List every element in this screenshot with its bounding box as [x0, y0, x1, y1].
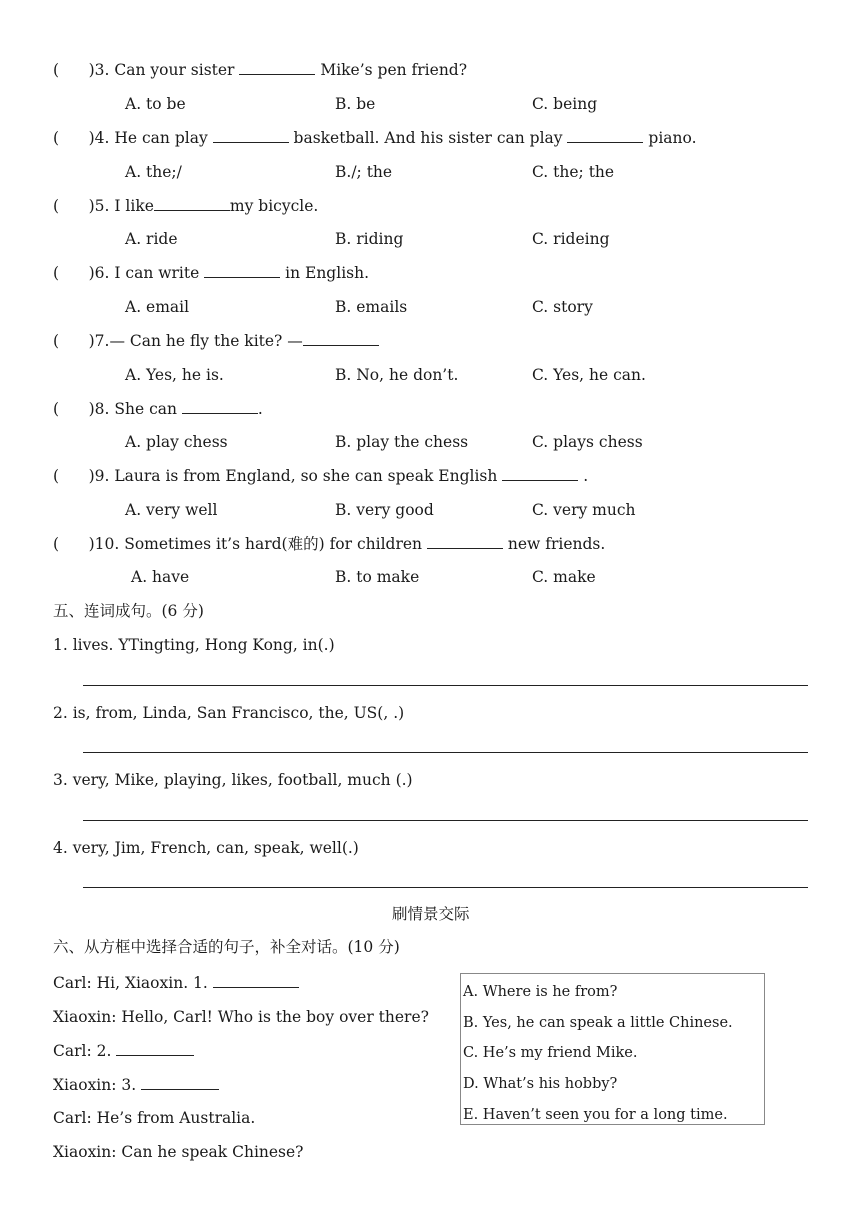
dialog-line-6: Xiaoxin: Can he speak Chinese? — [53, 1143, 304, 1161]
dialog-text: Carl: 2. — [53, 1042, 117, 1060]
answer-blank[interactable] — [567, 128, 643, 143]
option-a[interactable]: A. very well — [125, 501, 218, 519]
question-stem-end: piano. — [643, 129, 697, 147]
option-a[interactable]: A. email — [125, 298, 190, 316]
answer-line-3[interactable] — [83, 820, 808, 821]
dialog-blank-2[interactable] — [116, 1041, 194, 1056]
dialog-text: Xiaoxin: 3. — [53, 1076, 142, 1094]
question-stem: 5. I like — [94, 197, 154, 215]
question-6 — [53, 263, 369, 283]
answer-blank[interactable] — [303, 331, 379, 346]
reorder-item-1: 1. lives. YTingting, Hong Kong, in(.) — [53, 636, 335, 654]
question-stem-end: . — [578, 467, 589, 485]
question-stem: 10. Sometimes it’s hard(难的) for children — [94, 535, 427, 553]
option-b[interactable]: B./; the — [335, 163, 393, 181]
answer-blank[interactable] — [239, 60, 315, 75]
option-b[interactable]: B. to make — [335, 568, 420, 586]
question-stem-end: my bicycle. — [229, 197, 319, 215]
answer-blank[interactable] — [427, 534, 503, 549]
section-6-title: 六、从方框中选择合适的句子，补全对话。(10 分) — [53, 938, 400, 956]
answer-blank[interactable] — [502, 466, 578, 481]
answer-blank[interactable] — [182, 399, 258, 414]
question-stem: 7.— Can he fly the kite? — — [94, 332, 303, 350]
dialog-line-1 — [53, 973, 299, 993]
option-a[interactable]: A. the;/ — [125, 163, 182, 181]
option-b[interactable]: B. be — [335, 95, 376, 113]
question-stem: 4. He can play — [94, 129, 213, 147]
question-4 — [53, 128, 697, 148]
answer-paren[interactable]: ( ) — [53, 535, 95, 553]
answer-paren[interactable]: ( ) — [53, 197, 95, 215]
question-stem-mid: basketball. And his sister can play — [288, 129, 568, 147]
dialog-blank-3[interactable] — [141, 1075, 219, 1090]
option-b[interactable]: B. No, he don’t. — [335, 366, 459, 384]
option-b[interactable]: B. play the chess — [335, 433, 469, 451]
question-stem: 3. Can your sister — [94, 61, 240, 79]
question-stem-end: . — [257, 400, 263, 418]
answer-blank[interactable] — [154, 196, 230, 211]
option-a[interactable]: A. Yes, he is. — [125, 366, 224, 384]
question-stem: 6. I can write — [94, 264, 205, 282]
option-c[interactable]: C. the; the — [532, 163, 615, 181]
question-7 — [53, 331, 379, 351]
reorder-item-3: 3. very, Mike, playing, likes, football, much (.) — [53, 771, 413, 789]
option-c[interactable]: C. Yes, he can. — [532, 366, 646, 384]
question-5 — [53, 196, 318, 216]
answer-paren[interactable]: ( ) — [53, 332, 95, 350]
question-10 — [53, 534, 605, 554]
dialog-line-2: Xiaoxin: Hello, Carl! Who is the boy over there? — [53, 1008, 429, 1026]
answer-line-1[interactable] — [83, 685, 808, 686]
option-a[interactable]: A. have — [131, 568, 190, 586]
dialog-line-3 — [53, 1041, 194, 1061]
dialog-blank-1[interactable] — [213, 973, 299, 988]
choices-box — [460, 973, 765, 1125]
question-stem-end: in English. — [280, 264, 370, 282]
option-a[interactable]: A. play chess — [125, 433, 228, 451]
option-c[interactable]: C. rideing — [532, 230, 610, 248]
dialog-line-4 — [53, 1075, 219, 1095]
option-c[interactable]: C. story — [532, 298, 593, 316]
option-a[interactable]: A. ride — [125, 230, 178, 248]
answer-blank[interactable] — [213, 128, 289, 143]
question-stem-end: new friends. — [502, 535, 606, 553]
question-8 — [53, 399, 263, 419]
answer-paren[interactable]: ( ) — [53, 264, 95, 282]
option-b[interactable]: B. emails — [335, 298, 408, 316]
choice-e[interactable]: E. Haven’t seen you for a long time. — [463, 1107, 728, 1123]
question-stem: 9. Laura is from England, so she can speak English — [94, 467, 503, 485]
dialog-line-5: Carl: He’s from Australia. — [53, 1109, 256, 1127]
option-a[interactable]: A. to be — [125, 95, 186, 113]
question-3 — [53, 60, 467, 80]
choice-d[interactable]: D. What’s his hobby? — [463, 1076, 618, 1092]
answer-paren[interactable]: ( ) — [53, 400, 95, 418]
choice-c[interactable]: C. He’s my friend Mike. — [463, 1045, 638, 1061]
option-b[interactable]: B. very good — [335, 501, 434, 519]
answer-line-4[interactable] — [83, 887, 808, 888]
answer-paren[interactable]: ( ) — [53, 129, 95, 147]
option-b[interactable]: B. riding — [335, 230, 404, 248]
option-c[interactable]: C. being — [532, 95, 598, 113]
reorder-item-2: 2. is, from, Linda, San Francisco, the, US(, .) — [53, 704, 405, 722]
answer-paren[interactable]: ( ) — [53, 467, 95, 485]
option-c[interactable]: C. make — [532, 568, 596, 586]
question-9 — [53, 466, 588, 486]
section-5-title: 五、连词成句。(6 分) — [53, 602, 204, 620]
answer-blank[interactable] — [204, 263, 280, 278]
question-stem-end: Mike’s pen friend? — [315, 61, 468, 79]
option-c[interactable]: C. plays chess — [532, 433, 643, 451]
choice-b[interactable]: B. Yes, he can speak a little Chinese. — [463, 1015, 733, 1031]
answer-line-2[interactable] — [83, 752, 808, 753]
reorder-item-4: 4. very, Jim, French, can, speak, well(.) — [53, 839, 359, 857]
choice-a[interactable]: A. Where is he from? — [463, 984, 618, 1000]
option-c[interactable]: C. very much — [532, 501, 636, 519]
section-heading: 刷情景交际 — [392, 905, 470, 923]
question-stem: 8. She can — [94, 400, 182, 418]
answer-paren[interactable]: ( ) — [53, 61, 95, 79]
dialog-text: Carl: Hi, Xiaoxin. 1. — [53, 974, 213, 992]
